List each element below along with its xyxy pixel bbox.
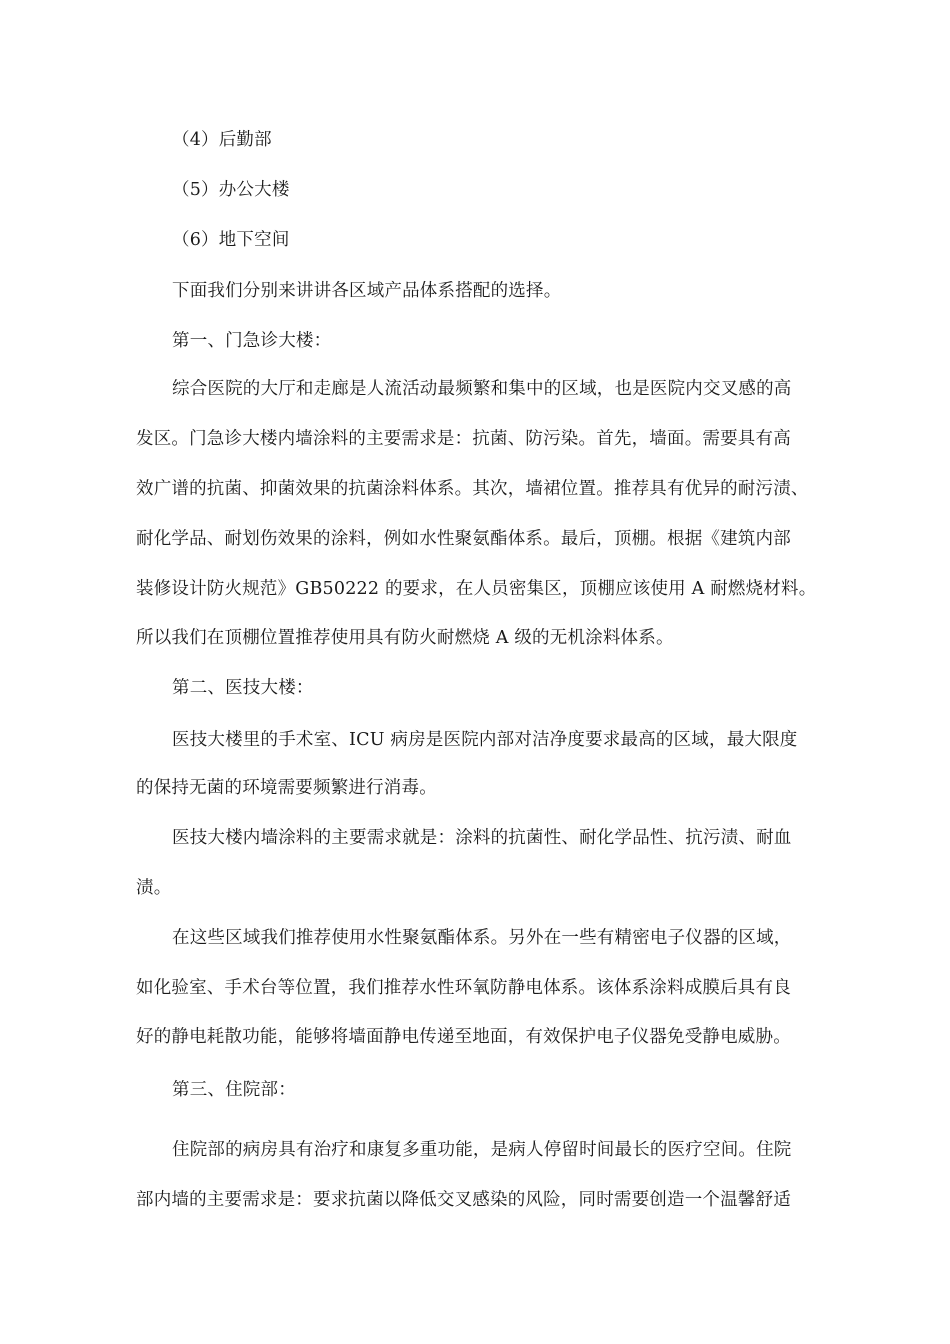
section2-paragraph3-line: 在这些区域我们推荐使用水性聚氨酯体系。另外在一些有精密电子仪器的区域， [172,928,792,948]
intro-paragraph: 下面我们分别来讲讲各区域产品体系搭配的选择。 [172,281,562,301]
list-item-office-building: （5）办公大楼 [172,180,290,200]
section1-paragraph-line: 所以我们在顶棚位置推荐使用具有防火耐燃烧 A 级的无机涂料体系。 [136,628,674,648]
section1-paragraph-line: 综合医院的大厅和走廊是人流活动最频繁和集中的区域，也是医院内交叉感的高 [172,379,792,399]
section2-heading: 第二、医技大楼： [172,678,314,698]
list-item-logistics: （4）后勤部 [172,130,272,150]
section2-paragraph1-line: 医技大楼里的手术室、ICU 病房是医院内部对洁净度要求最高的区域，最大限度 [172,730,798,750]
section2-paragraph1-line: 的保持无菌的环境需要频繁进行消毒。 [136,778,437,798]
section2-paragraph3-line: 如化验室、手术台等位置，我们推荐水性环氧防静电体系。该体系涂料成膜后具有良 [136,978,791,998]
section3-paragraph-line: 部内墙的主要需求是：要求抗菌以降低交叉感染的风险，同时需要创造一个温馨舒适 [136,1190,791,1210]
section2-paragraph2-line: 渍。 [136,878,172,898]
section2-paragraph2-line: 医技大楼内墙涂料的主要需求就是：涂料的抗菌性、耐化学品性、抗污渍、耐血 [172,828,792,848]
section1-heading: 第一、门急诊大楼： [172,331,332,351]
section1-paragraph-line: 发区。门急诊大楼内墙涂料的主要需求是：抗菌、防污染。首先，墙面。需要具有高 [136,429,791,449]
section3-paragraph-line: 住院部的病房具有治疗和康复多重功能，是病人停留时间最长的医疗空间。住院 [172,1140,792,1160]
section3-heading: 第三、住院部： [172,1080,296,1100]
section1-paragraph-line: 效广谱的抗菌、抑菌效果的抗菌涂料体系。其次，墙裙位置。推荐具有优异的耐污渍、 [136,479,809,499]
section1-paragraph-line: 装修设计防火规范》GB50222 的要求，在人员密集区，顶棚应该使用 A 耐燃烧材料。 [136,579,817,599]
list-item-underground-space: （6）地下空间 [172,230,290,250]
section1-paragraph-line: 耐化学品、耐划伤效果的涂料，例如水性聚氨酯体系。最后，顶棚。根据《建筑内部 [136,529,791,549]
section2-paragraph3-line: 好的静电耗散功能，能够将墙面静电传递至地面，有效保护电子仪器免受静电威胁。 [136,1027,791,1047]
